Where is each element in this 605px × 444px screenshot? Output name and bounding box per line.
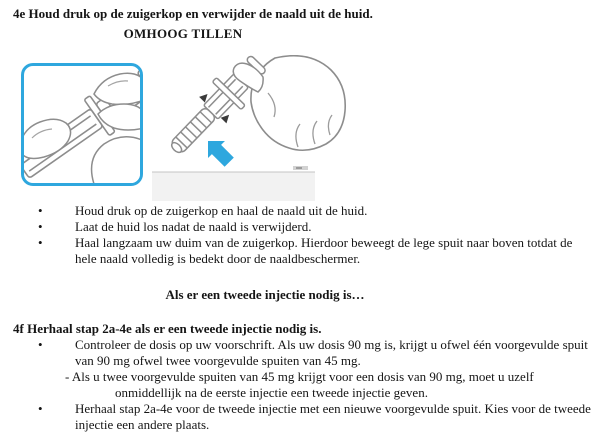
bullet-text: Houd druk op de zuigerkop en haal de naald uit de huid. — [75, 203, 368, 218]
syringe-grip-illustration — [24, 66, 140, 183]
figure-watermark — [293, 166, 308, 170]
list-item — [13, 203, 598, 219]
bullet-text: Haal langzaam uw duim van de zuigerkop. Hierdoor beweegt de lege spuit naar boven totdat de hele naald volledig is bedekt door de naaldbeschermer. — [75, 235, 573, 266]
figure-lift-syringe — [150, 55, 350, 201]
list-item — [13, 337, 598, 401]
bullet-marker: • — [38, 401, 43, 416]
lift-syringe-illustration — [150, 55, 350, 201]
bullet-marker: • — [38, 203, 43, 218]
step-4e-heading: 4e Houd druk op de zuigerkop en verwijder de naald uit de huid. — [13, 6, 373, 21]
bullet-text: Herhaal stap 2a-4e voor de tweede injectie met een nieuwe voorgevulde spuit. Kies voor de tweede injectie een andere plaats. — [75, 401, 591, 432]
bullet-marker: • — [38, 219, 43, 234]
step-4e-bullets — [13, 203, 598, 267]
sub-item: - Als u twee voorgevulde spuiten van 45 mg krijgt voor een dosis van 90 mg, moet u uzelf onmiddellijk na de eerste injectie een tweede injectie geven. — [65, 369, 534, 400]
bullet-text: Laat de huid los nadat de naald is verwijderd. — [75, 219, 312, 234]
second-injection-note: Als er een tweede injectie nodig is… — [165, 287, 365, 302]
list-item — [13, 401, 598, 433]
list-item — [13, 235, 598, 267]
list-item — [13, 219, 598, 235]
figure-plunger-closeup — [21, 63, 143, 186]
step-4f-heading: 4f Herhaal stap 2a-4e als er een tweede injectie nodig is. — [13, 321, 322, 336]
bullet-marker: • — [38, 337, 43, 352]
bullet-marker: • — [38, 235, 43, 250]
bullet-text: Controleer de dosis op uw voorschrift. Als uw dosis 90 mg is, krijgt u ofwel één voorgevulde spuit van 90 mg ofwel twee voorgevulde spuiten van 45 mg. — [75, 337, 588, 368]
lift-up-label: OMHOOG TILLEN — [123, 26, 243, 41]
step-4f-section — [13, 321, 598, 433]
bullet-body — [65, 337, 592, 401]
lift-direction-arrow — [200, 133, 238, 171]
skin-surface — [152, 172, 315, 201]
